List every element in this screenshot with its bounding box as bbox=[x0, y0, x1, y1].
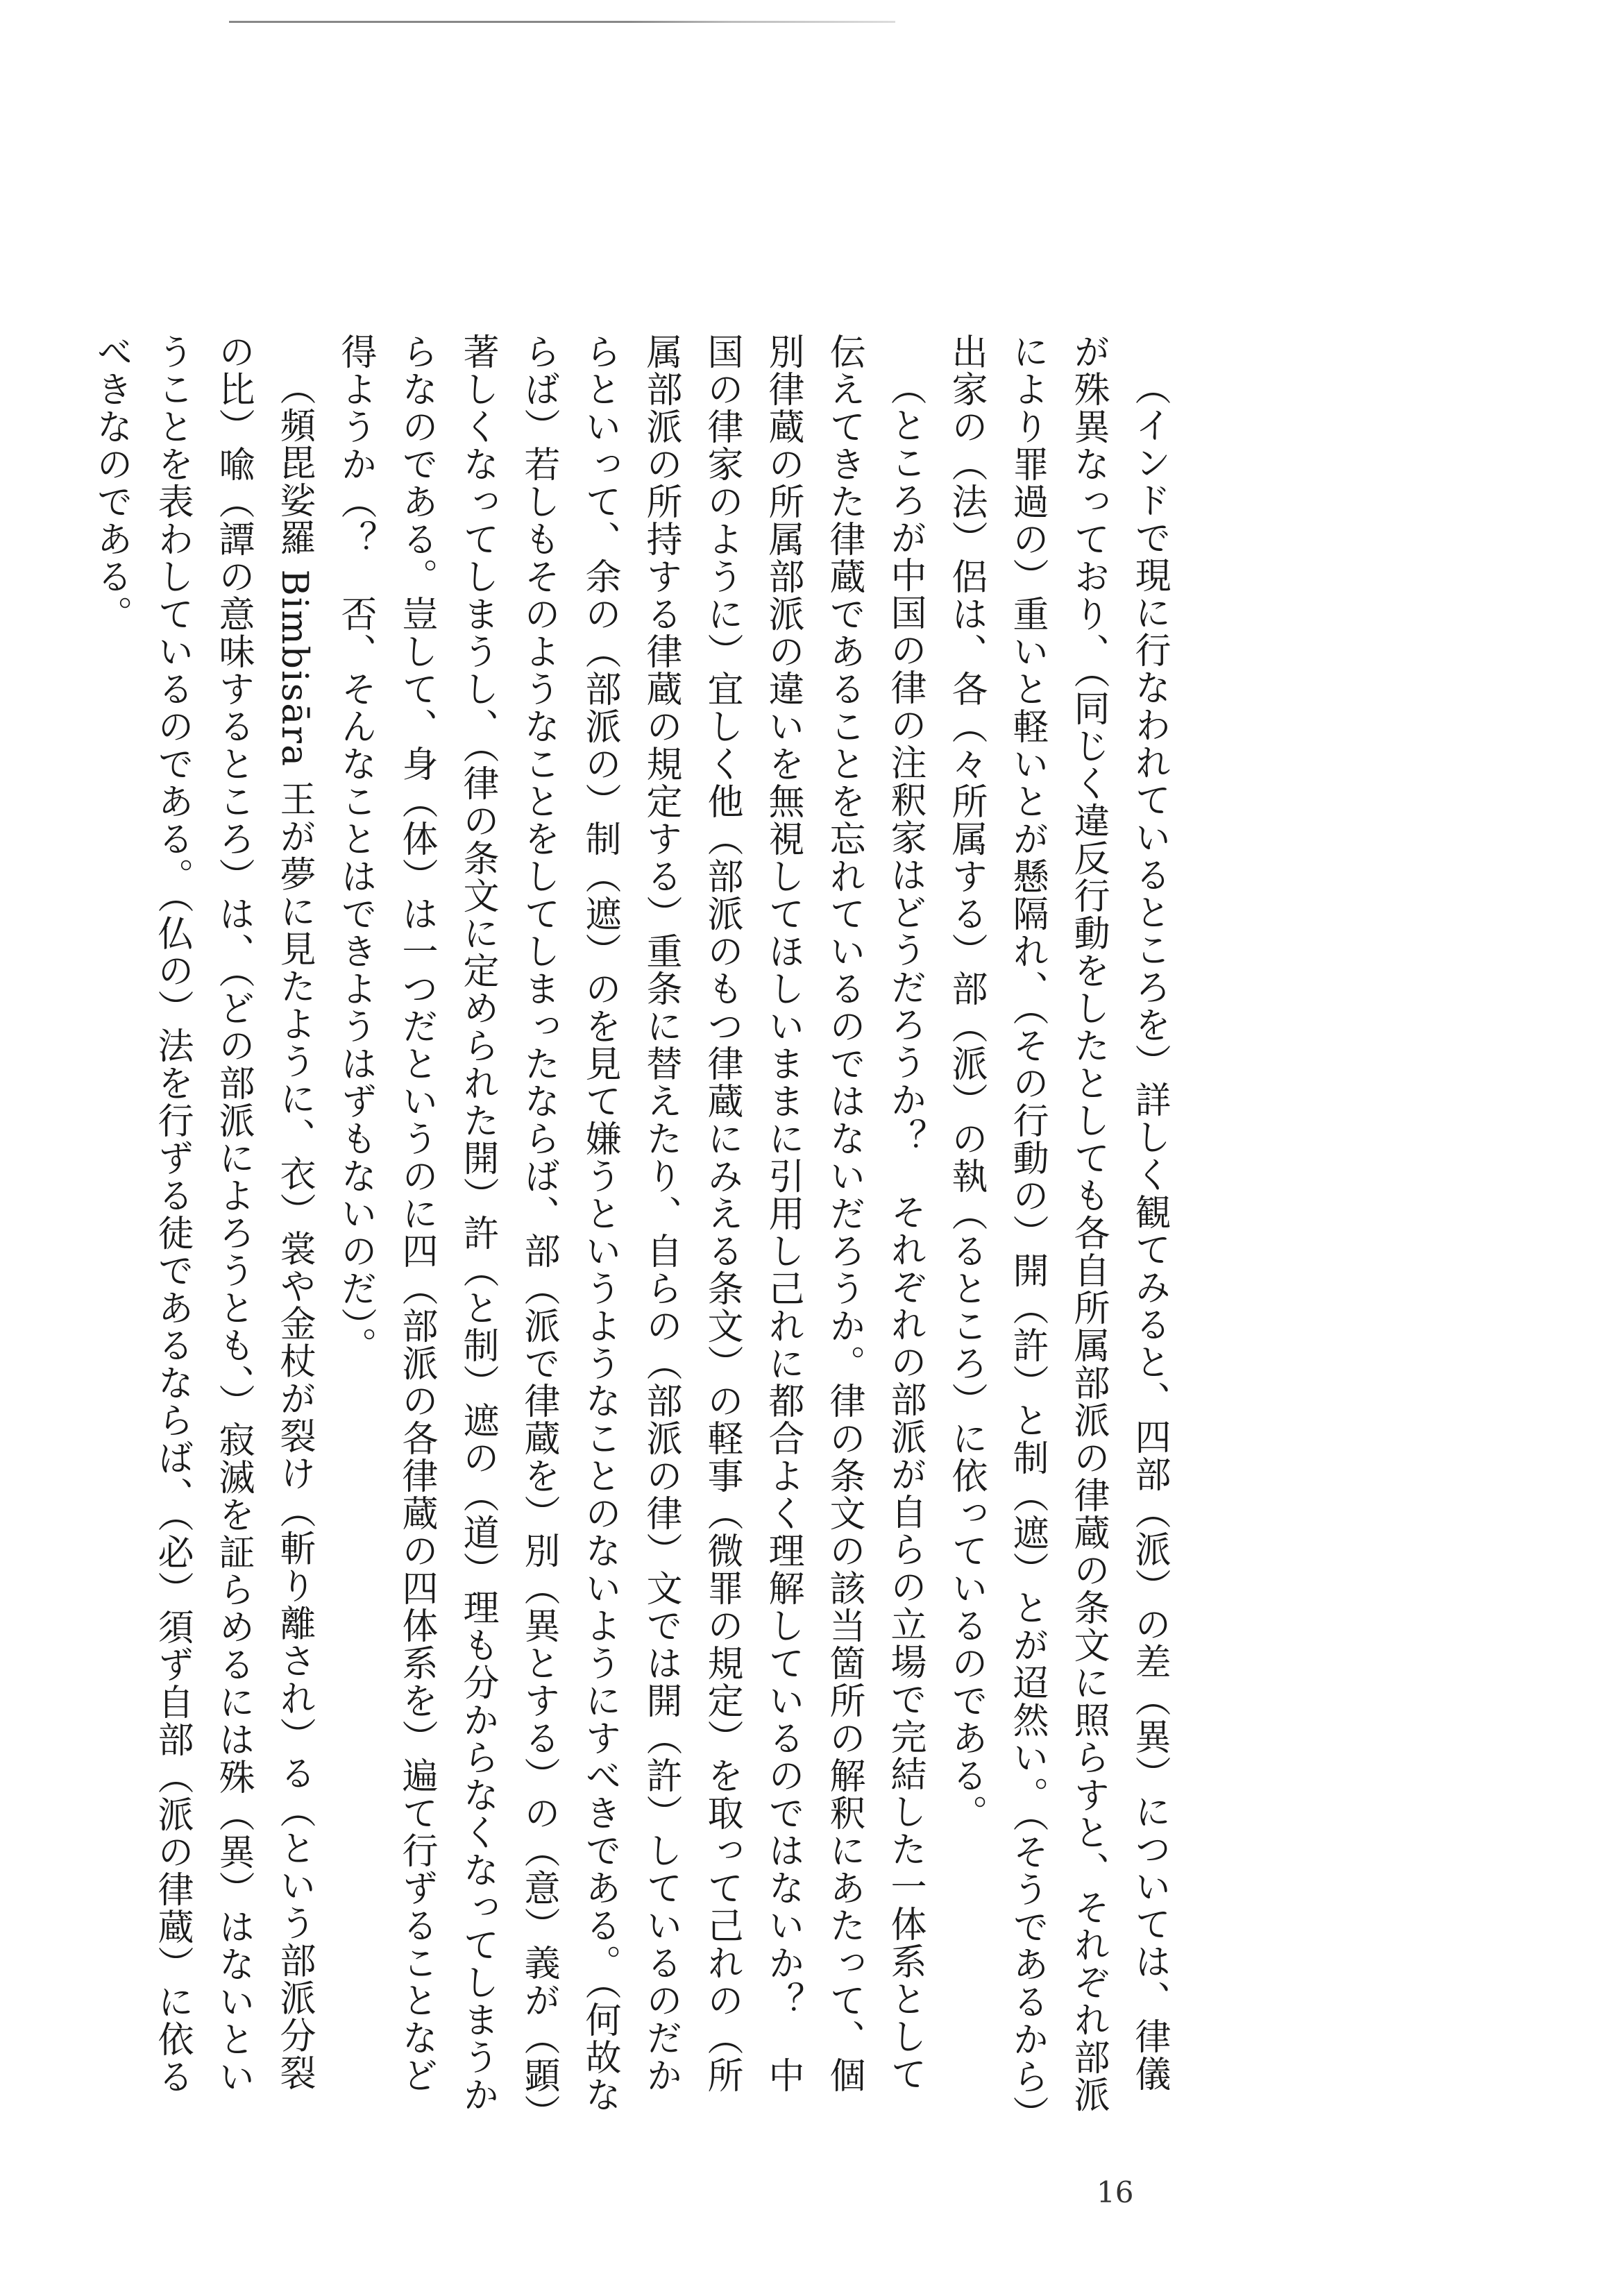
paragraph-2: （ところが中国の律の注釈家はどうだろうか？ それぞれの部派が自らの立場で完結した一体系として伝えてきた律蔵であることを忘れているのではないだろうか。律の条文の該当箇所の解釈にあたって、個別律蔵の所属部派の違いを無視してほしいままに引用し己れに都合よく理解しているのではないか？ 中国の律家のように）宜しく他（部派のもつ律蔵にみえる条文）の軽事（微罪の規定）を取って己れの（所属部派の所持する律蔵の規定する）重条に替えたり、自らの（部派の律）文では開（許）しているのだからといって、余の（部派の）制（遮）のを見て嫌うというようなことのないようにすべきである。（何故ならば）若しもそのようなことをしてしまったならば、部（派で律蔵を）別（異とする）の（意）義が（顕）著しくなってしまうし、（律の条文に定められた開）許（と制）遮の（道）理も分からなくなってしまうからなのである。豈して、身（体）は一つだというのに四（部派の各律蔵の四体系を）遍て行ずることなど得ようか（？ 否、そんなことはできようはずもないのだ）。 bbox=[335, 333, 926, 2114]
paragraph-3: （頻毘娑羅 Bimbisāra 王が夢に見たように、衣）裳や金杖が裂け（斬り離され）る（という部派分裂の比）喩（譚の意味するところ）は、（どの部派によろうとも、）寂滅を証らめるには殊（異）はないということを表わしているのである。（仏の）法を行ずる徒であるならば、（必）須ず自部（派の律蔵）に依るべきなのである。 bbox=[90, 333, 315, 2095]
page-number: 16 bbox=[1097, 2175, 1134, 2209]
paragraph-1: （インドで現に行なわれているところを）詳しく観てみると、四部（派）の差（異）については、律儀が殊異なっており、（同じく違反行動をしたとしても各自所属部派の律蔵の条文に照らすと、それぞれ部派により罪過の）重いと軽いとが懸隔れ、（その行動の）開（許）と制（遮）とが迢然い。（そうであるから）出家の（法）侶は、各（々所属する）部（派）の執（るところ）に依っているのである。 bbox=[945, 333, 1170, 2115]
top-rule bbox=[229, 21, 895, 23]
main-text bbox=[81, 333, 1180, 2123]
